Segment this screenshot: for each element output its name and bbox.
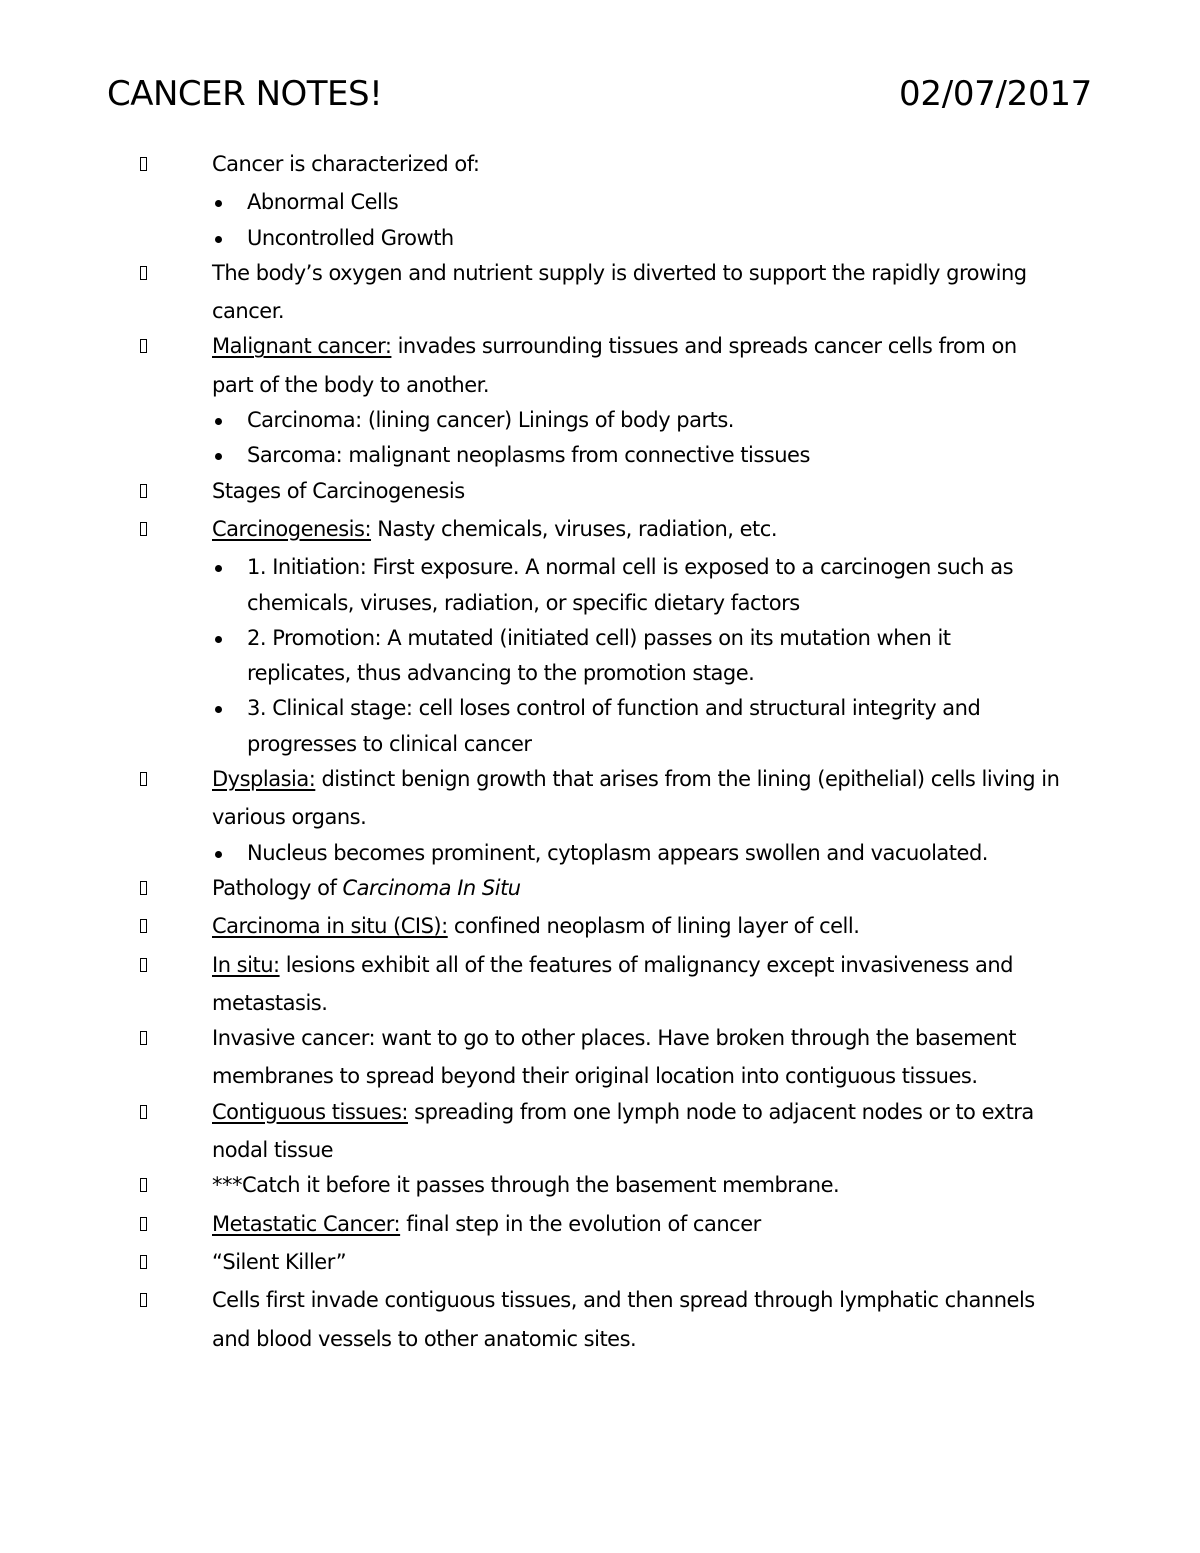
term-carcinoma-in-situ: Carcinoma in situ (CIS):	[212, 914, 448, 939]
term-contiguous-tissues: Contiguous tissues:	[212, 1099, 408, 1124]
note-paragraph: Cells first invade contiguous tissues, and then spread through lymphatic channels and blood vessels to other anatomic sites.	[140, 1283, 1060, 1357]
italic-term: Carcinoma In Situ	[342, 875, 521, 900]
note-paragraph: In situ: lesions exhibit all of the features of malignancy except invasiveness and metastasis.	[140, 948, 1060, 1022]
bullet-dot-icon	[215, 565, 222, 572]
missing-glyph-box-icon	[140, 948, 212, 986]
bullet-item: Nucleus becomes prominent, cytoplasm appears swollen and vacuolated.	[140, 836, 1060, 871]
note-paragraph: Pathology of Carcinoma In Situ	[140, 871, 1060, 909]
missing-glyph-box-icon	[140, 1168, 212, 1206]
missing-glyph-box-icon	[140, 1021, 212, 1059]
page-date: 02/07/2017	[899, 74, 1092, 114]
term-in-situ: In situ:	[212, 952, 280, 977]
bullet-dot-icon	[215, 636, 222, 643]
bullet-item: Sarcoma: malignant neoplasms from connective tissues	[140, 438, 1060, 473]
missing-glyph-box-icon	[140, 1245, 212, 1283]
note-paragraph: Metastatic Cancer: final step in the evolution of cancer	[140, 1207, 1060, 1245]
bullet-dot-icon	[215, 236, 222, 243]
bullet-dot-icon	[215, 453, 222, 460]
note-paragraph: Carcinogenesis: Nasty chemicals, viruses, radiation, etc.	[140, 512, 1060, 550]
missing-glyph-box-icon	[140, 512, 212, 550]
bullet-dot-icon	[215, 418, 222, 425]
bullet-dot-icon	[215, 706, 222, 713]
missing-glyph-box-icon	[140, 329, 212, 367]
bullet-dot-icon	[215, 851, 222, 858]
missing-glyph-box-icon	[140, 871, 212, 909]
term-malignant-cancer: Malignant cancer:	[212, 334, 392, 359]
missing-glyph-box-icon	[140, 762, 212, 800]
missing-glyph-box-icon	[140, 1207, 212, 1245]
bullet-dot-icon	[215, 200, 222, 207]
missing-glyph-box-icon	[140, 1283, 212, 1321]
note-paragraph: Dysplasia: distinct benign growth that arises from the lining (epithelial) cells living in various organs.	[140, 762, 1060, 836]
note-paragraph: Contiguous tissues: spreading from one lymph node to adjacent nodes or to extra nodal tissue	[140, 1095, 1060, 1169]
missing-glyph-box-icon	[140, 1095, 212, 1133]
note-paragraph: Cancer is characterized of:	[140, 147, 1060, 185]
note-paragraph: Carcinoma in situ (CIS): confined neoplasm of lining layer of cell.	[140, 909, 1060, 947]
bullet-item: 1. Initiation: First exposure. A normal cell is exposed to a carcinogen such as chemicals, viruses, radiation, or specific dietary factors	[140, 550, 1060, 621]
term-carcinogenesis: Carcinogenesis:	[212, 516, 372, 541]
bullet-item: 2. Promotion: A mutated (initiated cell) passes on its mutation when it replicates, thus advancing to the promotion stage.	[140, 621, 1060, 692]
note-paragraph: ***Catch it before it passes through the basement membrane.	[140, 1168, 1060, 1206]
bullet-item: Abnormal Cells	[140, 185, 1060, 220]
term-metastatic-cancer: Metastatic Cancer:	[212, 1211, 401, 1236]
notes-body	[140, 147, 1060, 1357]
note-paragraph: “Silent Killer”	[140, 1245, 1060, 1283]
note-paragraph: Malignant cancer: invades surrounding tissues and spreads cancer cells from on part of the body to another.	[140, 329, 1060, 403]
bullet-item: Uncontrolled Growth	[140, 221, 1060, 256]
note-paragraph: Stages of Carcinogenesis	[140, 474, 1060, 512]
note-paragraph: The body’s oxygen and nutrient supply is diverted to support the rapidly growing cancer.	[140, 256, 1060, 330]
missing-glyph-box-icon	[140, 474, 212, 512]
missing-glyph-box-icon	[140, 256, 212, 294]
missing-glyph-box-icon	[140, 909, 212, 947]
term-dysplasia: Dysplasia:	[212, 767, 316, 792]
note-paragraph: Invasive cancer: want to go to other places. Have broken through the basement membranes to spread beyond their original location into contiguous tissues.	[140, 1021, 1060, 1095]
page-title: CANCER NOTES!	[107, 74, 383, 114]
missing-glyph-box-icon	[140, 147, 212, 185]
bullet-item: 3. Clinical stage: cell loses control of function and structural integrity and progresses to clinical cancer	[140, 691, 1060, 762]
bullet-item: Carcinoma: (lining cancer) Linings of body parts.	[140, 403, 1060, 438]
